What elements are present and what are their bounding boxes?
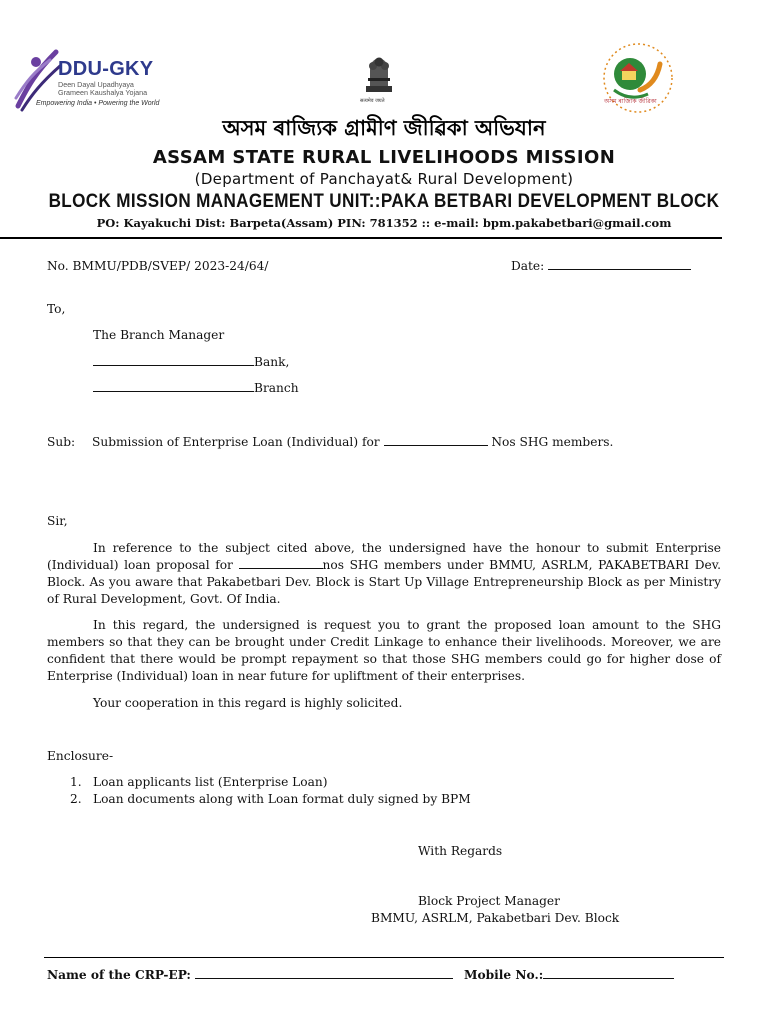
mobile-field: [464, 967, 674, 984]
recipient: The Branch Manager: [93, 328, 225, 342]
enclosure-item: 1. Loan applicants list (Enterprise Loan): [70, 775, 328, 789]
mobile-blank: [543, 967, 674, 979]
paragraph-3: Your cooperation in this regard is highly solicited.: [93, 696, 403, 710]
address-line: PO: Kayakuchi Dist: Barpeta(Assam) PIN: 781352 :: e-mail: bpm.pakabetbari@gmail.com: [96, 216, 672, 230]
branch-label: Branch: [254, 381, 299, 395]
closing-regards: With Regards: [418, 844, 503, 858]
crp-name-label: Name of the CRP-EP:: [47, 968, 191, 982]
ddu-gky-name: DDU-GKY: [58, 58, 154, 80]
date-field: [511, 258, 691, 275]
bank-blank: [93, 354, 254, 366]
salutation: Sir,: [47, 514, 68, 528]
lion-capital-icon: [356, 52, 402, 98]
signatory-office: BMMU, ASRLM, Pakabetbari Dev. Block: [371, 911, 620, 925]
signatory-title: Block Project Manager: [418, 894, 560, 908]
assamese-title: অসম ৰাজ্যিক গ্ৰামীণ জীৱিকা অভিযান: [222, 116, 546, 140]
crp-name-blank: [195, 967, 453, 979]
subject-blank: [384, 434, 488, 446]
bank-label: Bank,: [254, 355, 290, 369]
reference-number: No. BMMU/PDB/SVEP/ 2023-24/64/: [47, 259, 269, 273]
subject-line: [92, 434, 613, 451]
paragraph-1: [47, 540, 721, 608]
asrlm-logo: [600, 40, 682, 116]
paragraph-1-part-a: In reference to the subject cited above, the undersigned have the honour to submit Enterprise (Individual) loan proposal for: [47, 541, 721, 572]
ddu-gky-line1: Deen Dayal Upadhyaya: [58, 80, 134, 89]
date-label: Date:: [511, 259, 545, 273]
subject-text-1: Submission of Enterprise Loan (Individual) for: [92, 435, 380, 449]
branch-blank: [93, 380, 254, 392]
department-line: (Department of Panchayat& Rural Development): [194, 170, 574, 188]
to-line: To,: [47, 302, 66, 316]
crp-name-field: [47, 967, 453, 984]
branch-line: [93, 380, 299, 397]
paragraph-1-part-b: nos SHG members under BMMU, ASRLM, PAKABETBARI Dev. Block. As you aware that Pakabetbari Dev. Block is Start Up Village Entrepreneurship Block as per Ministry of Rural Development, Govt. Of India.: [47, 558, 722, 606]
emblem-caption: सत्यमेव जयते: [360, 98, 385, 104]
paragraph-1-blank: [239, 557, 323, 569]
mission-title: ASSAM STATE RURAL LIVELIHOODS MISSION: [152, 147, 616, 168]
ddu-gky-logo: [14, 46, 164, 114]
mobile-label: Mobile No.:: [464, 968, 544, 982]
enclosure-item: 2. Loan documents along with Loan format duly signed by BPM: [70, 792, 471, 806]
ddu-gky-tagline: Empowering India • Powering the World: [36, 100, 160, 107]
bank-line: [93, 354, 289, 371]
ddu-gky-line2: Grameen Kaushalya Yojana: [58, 88, 148, 97]
enclosure-list: [70, 774, 471, 808]
national-emblem: [356, 52, 402, 108]
header-divider: [0, 237, 722, 239]
enclosure-label: Enclosure-: [47, 749, 114, 763]
paragraph-2: In this regard, the undersigned is request you to grant the proposed loan amount to the SHG members so that they can be brought under Credit Linkage to enhance their livelihoods. Moreover, we are confident that there would be prompt repayment so that those SHG members could go for higher dose of Enterprise (Individual) loan in near future for upliftment of their enterprises.: [47, 618, 721, 683]
asrlm-logo-text: অসম ৰাজ্যিক জীৱিকা: [604, 98, 657, 105]
date-blank: [548, 258, 691, 270]
subject-label: Sub:: [47, 435, 76, 449]
footer-divider: [44, 957, 724, 958]
unit-title: BLOCK MISSION MANAGEMENT UNIT::PAKA BETBARI DEVELOPMENT BLOCK: [48, 191, 720, 212]
subject-text-2: Nos SHG members.: [491, 435, 614, 449]
